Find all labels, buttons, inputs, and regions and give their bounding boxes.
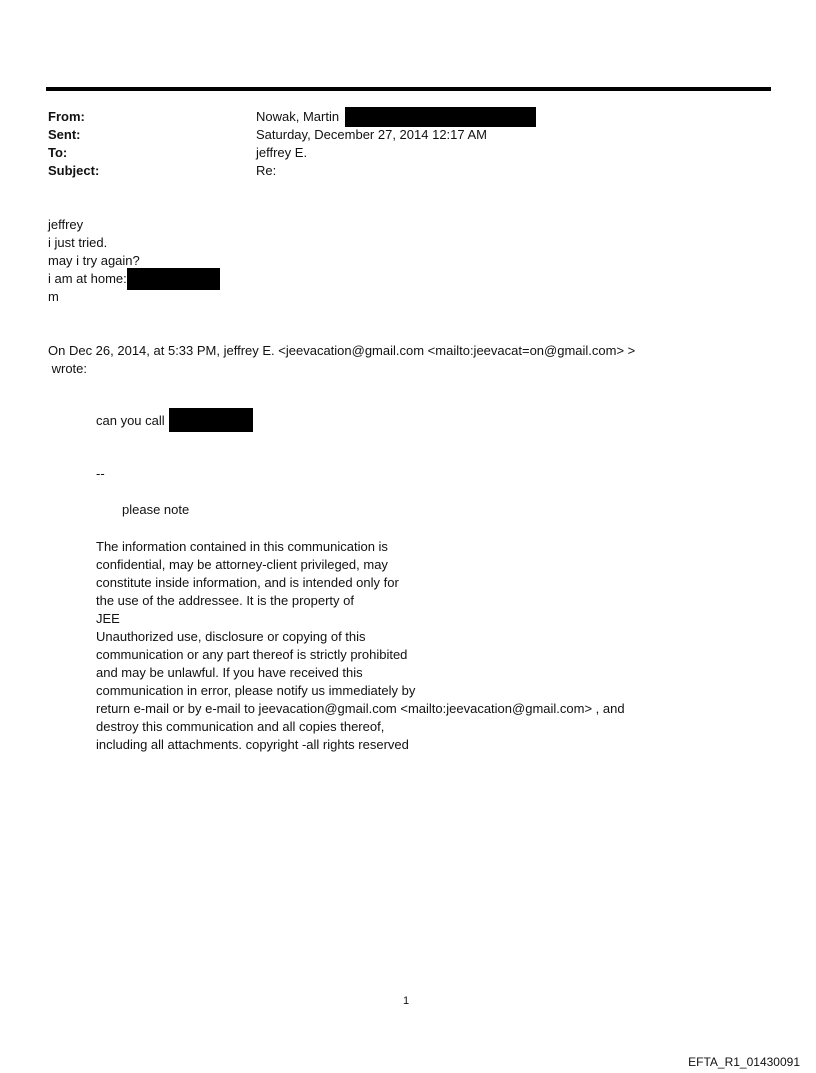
subject-value: Re: <box>256 163 277 178</box>
subject-row <box>48 162 536 180</box>
signature-dash: -- <box>96 466 105 481</box>
from-value: Nowak, Martin <box>256 109 340 124</box>
disclaimer-line: and may be unlawful. If you have received this <box>96 665 363 680</box>
body-line-text: i am at home: <box>48 271 127 286</box>
disclaimer-line: communication or any part thereof is strictly prohibited <box>96 647 408 662</box>
page-number: 1 <box>403 995 410 1007</box>
to-row <box>48 144 536 162</box>
redaction-box-email <box>345 107 536 127</box>
quoted-call-line <box>96 408 253 432</box>
disclaimer <box>96 538 625 754</box>
from-row <box>48 108 536 126</box>
body-line: may i try again? <box>48 253 140 268</box>
redaction-box-phone <box>127 268 220 290</box>
disclaimer-line: The information contained in this communication is <box>96 539 388 554</box>
disclaimer-line: communication in error, please notify us immediately by <box>96 683 416 698</box>
disclaimer-line: JEE <box>96 611 120 626</box>
body-line: m <box>48 289 59 304</box>
from-value-wrap <box>256 108 536 126</box>
from-label: From: <box>48 109 85 124</box>
body-line: jeffrey <box>48 217 84 232</box>
disclaimer-line: destroy this communication and all copies thereof, <box>96 719 385 734</box>
disclaimer-line: Unauthorized use, disclosure or copying of this <box>96 629 366 644</box>
quoted-intro <box>48 342 635 378</box>
disclaimer-line: confidential, may be attorney-client privileged, may <box>96 557 388 572</box>
sent-value: Saturday, December 27, 2014 12:17 AM <box>256 127 488 142</box>
please-note: please note <box>122 502 190 517</box>
redaction-box-call <box>169 408 253 432</box>
sent-row <box>48 126 536 144</box>
subject-label: Subject: <box>48 163 100 178</box>
disclaimer-line: constitute inside information, and is intended only for <box>96 575 399 590</box>
disclaimer-line: including all attachments. copyright -all rights reserved <box>96 737 409 752</box>
to-value: jeffrey E. <box>256 145 308 160</box>
disclaimer-line: return e-mail or by e-mail to jeevacation@gmail.com <mailto:jeevacation@gmail.com> , and <box>96 701 625 716</box>
email-header <box>48 108 536 180</box>
body-line: i just tried. <box>48 235 108 250</box>
message-body <box>48 216 220 306</box>
quoted-intro-line: wrote: <box>48 361 88 376</box>
body-line-home <box>48 270 220 288</box>
to-label: To: <box>48 145 68 160</box>
header-rule <box>46 87 771 91</box>
sent-label: Sent: <box>48 127 81 142</box>
call-text: can you call <box>96 412 165 428</box>
document-id: EFTA_R1_01430091 <box>688 1055 800 1069</box>
disclaimer-line: the use of the addressee. It is the property of <box>96 593 354 608</box>
quoted-intro-line: On Dec 26, 2014, at 5:33 PM, jeffrey E. <jeevacation@gmail.com <mailto:jeevacat=on@gmail.com> > <box>48 343 636 358</box>
